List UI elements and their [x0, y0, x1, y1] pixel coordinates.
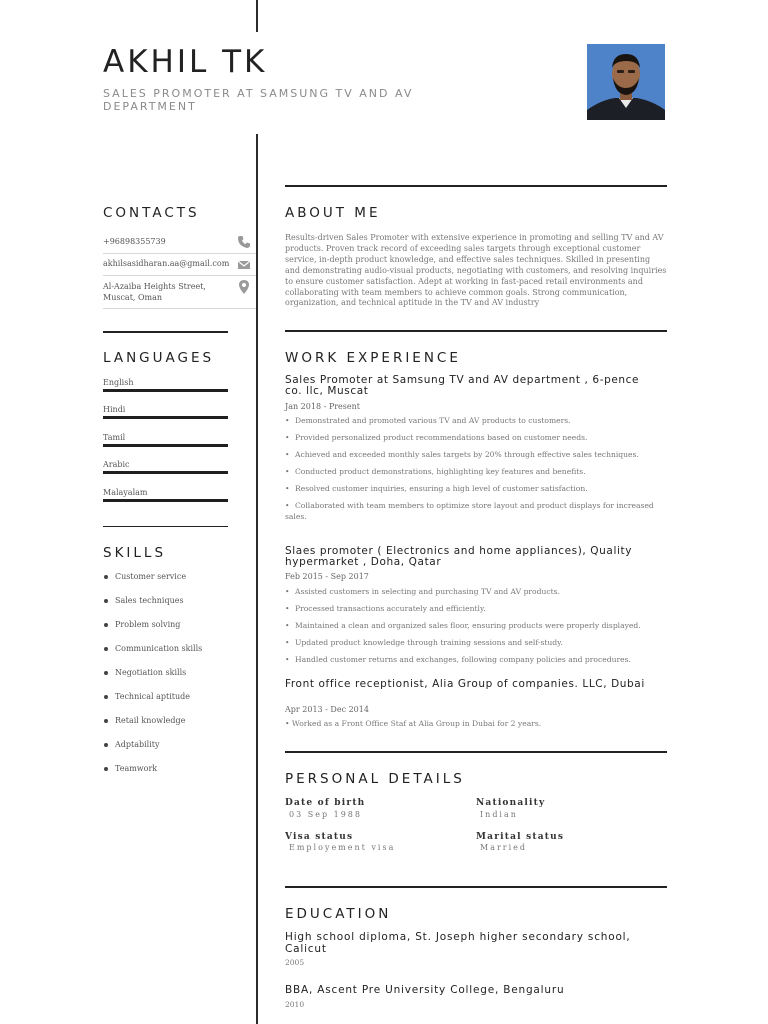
skill-item: Teamwork	[115, 764, 158, 773]
section-rule	[103, 331, 228, 333]
job-bullet-text: Provided personalized product recommendations based on customer needs.	[295, 433, 588, 442]
job-title: Sales Promoter at Samsung TV and AV department , 6-pence co. llc, Muscat	[285, 374, 640, 397]
job-bullet: • Worked as a Front Office Staf at Alia Group in Dubai for 2 years.	[285, 719, 542, 728]
job-bullet-text: Conducted product demonstrations, highlighting key features and benefits.	[295, 467, 586, 476]
bullet-dot	[104, 719, 108, 723]
section-rule	[285, 751, 667, 753]
education-heading: EDUCATION	[285, 906, 392, 922]
skill-item: Negotiation skills	[115, 668, 187, 677]
bullet-dot	[104, 575, 108, 579]
job-bullet-text: Achieved and exceeded monthly sales targets by 20% through effective sales techniques.	[295, 450, 639, 459]
contact-separator	[103, 275, 256, 276]
contacts-heading: CONTACTS	[103, 205, 200, 221]
contact-address: Al-Azaiba Heights Street, Muscat, Oman	[103, 282, 206, 302]
language-level-bar	[103, 444, 228, 447]
education-title: BBA, Ascent Pre University College, Bengaluru	[285, 984, 565, 996]
job-bullet-text: Assisted customers in selecting and purchasing TV and AV products.	[295, 587, 560, 596]
profile-photo	[587, 44, 665, 120]
bullet-dot	[104, 671, 108, 675]
bullet-dot	[104, 599, 108, 603]
job-bullet-text: Worked as a Front Office Staf at Alia Group in Dubai for 2 years.	[291, 719, 542, 728]
job-title: Slaes promoter ( Electronics and home appliances), Quality hypermarket , Doha, Qatar	[285, 545, 633, 568]
language-level-bar	[103, 499, 228, 502]
job-bullet-text: Maintained a clean and organized sales floor, ensuring products were properly displayed.	[295, 621, 641, 630]
bullet-dot	[104, 695, 108, 699]
about-text: Results-driven Sales Promoter with extensive experience in promoting and selling TV and AV products. Proven track record of exceeding sales targets through exceptional customer service, in-depth product knowledge, and effective sales techniques. Skilled in presenting and demonstrating audio-visual products, negotiating with customers, and resolving inquiries to ensure customer satisfaction. Adept at working in fast-paced retail environments and collaborating with team members to achieve common goals. Strong communication, organization, and technical aptitude in the TV and AV industry	[285, 233, 667, 308]
language-level-bar	[103, 416, 228, 419]
job-bullet-text: Processed transactions accurately and efficiently.	[295, 604, 486, 613]
work-heading: WORK EXPERIENCE	[285, 350, 461, 366]
skill-item: Adptability	[115, 740, 160, 749]
section-rule	[285, 330, 667, 332]
language-level-bar	[103, 389, 228, 392]
section-rule	[103, 526, 228, 527]
dob-value: 03 Sep 1988	[289, 810, 362, 819]
contact-separator	[103, 308, 256, 309]
language-label: Hindi	[103, 405, 126, 414]
nationality-value: Indian	[480, 810, 518, 819]
visa-label: Visa status	[285, 832, 354, 842]
contact-email[interactable]: akhilsasidharan.aa@gmail.com	[103, 259, 230, 268]
job-bullet-text: Demonstrated and promoted various TV and AV products to customers.	[295, 416, 571, 425]
language-level-bar	[103, 471, 228, 474]
bullet-dot	[104, 767, 108, 771]
job-date: Feb 2015 - Sep 2017	[285, 572, 369, 581]
marital-label: Marital status	[476, 832, 565, 842]
skill-item: Customer service	[115, 572, 187, 581]
contact-separator	[103, 253, 256, 254]
skill-item: Problem solving	[115, 620, 181, 629]
language-label: Arabic	[103, 460, 130, 469]
job-bullet: • Demonstrated and promoted various TV and AV products to customers.	[285, 416, 571, 425]
divider-top	[256, 0, 258, 32]
job-bullet-text: Handled customer returns and exchanges, following company policies and procedures.	[295, 655, 631, 664]
job-bullet: • Collaborated with team members to optimize store layout and product displays for increased sales.	[285, 501, 654, 521]
dob-label: Date of birth	[285, 798, 366, 808]
job-title: Front office receptionist, Alia Group of companies. LLC, Dubai	[285, 678, 645, 690]
nationality-label: Nationality	[476, 798, 546, 808]
visa-value: Employement visa	[289, 843, 396, 852]
marital-value: Married	[480, 843, 528, 852]
job-bullet: • Assisted customers in selecting and purchasing TV and AV products.	[285, 587, 560, 596]
skill-item: Sales techniques	[115, 596, 184, 605]
column-divider	[256, 134, 258, 1024]
education-year: 2005	[285, 958, 305, 967]
job-bullet: • Maintained a clean and organized sales floor, ensuring products were properly displayed.	[285, 621, 641, 630]
languages-heading: LANGUAGES	[103, 350, 215, 366]
job-bullet: • Conducted product demonstrations, highlighting key features and benefits.	[285, 467, 586, 476]
job-bullet: • Achieved and exceeded monthly sales targets by 20% through effective sales techniques.	[285, 450, 639, 459]
about-heading: ABOUT ME	[285, 205, 381, 221]
education-year: 2010	[285, 1000, 305, 1009]
language-label: Tamil	[103, 433, 126, 442]
job-date: Apr 2013 - Dec 2014	[285, 705, 369, 714]
job-bullet-text: Resolved customer inquiries, ensuring a high level of customer satisfaction.	[295, 484, 588, 493]
job-bullet-text: Updated product knowledge through training sessions and self-study.	[295, 638, 563, 647]
job-bullet: • Provided personalized product recommendations based on customer needs.	[285, 433, 588, 442]
job-bullet: • Processed transactions accurately and efficiently.	[285, 604, 486, 613]
language-label: Malayalam	[103, 488, 148, 497]
job-date: Jan 2018 - Present	[285, 402, 360, 411]
skills-heading: SKILLS	[103, 545, 167, 561]
candidate-title: SALES PROMOTER AT SAMSUNG TV AND AV DEPARTMENT	[103, 87, 414, 113]
mail-icon	[237, 257, 251, 271]
section-rule	[285, 185, 667, 187]
job-bullet-text: Collaborated with team members to optimize store layout and product displays for increased sales.	[285, 501, 654, 521]
skill-item: Technical aptitude	[115, 692, 191, 701]
job-bullet: • Updated product knowledge through training sessions and self-study.	[285, 638, 563, 647]
job-bullet: • Resolved customer inquiries, ensuring a high level of customer satisfaction.	[285, 484, 588, 493]
skill-item: Retail knowledge	[115, 716, 186, 725]
bullet-dot	[104, 623, 108, 627]
bullet-dot	[104, 647, 108, 651]
bullet-dot	[104, 743, 108, 747]
job-bullet: • Handled customer returns and exchanges, following company policies and procedures.	[285, 655, 631, 664]
location-pin-icon	[237, 279, 251, 293]
personal-heading: PERSONAL DETAILS	[285, 771, 465, 787]
section-rule	[285, 886, 667, 888]
contact-phone[interactable]: +96898355739	[103, 237, 166, 246]
candidate-name: AKHIL TK	[103, 44, 268, 80]
phone-icon	[237, 234, 251, 248]
language-label: English	[103, 378, 134, 387]
education-title: High school diploma, St. Joseph higher secondary school, Calicut	[285, 931, 631, 955]
skill-item: Communication skills	[115, 644, 203, 653]
